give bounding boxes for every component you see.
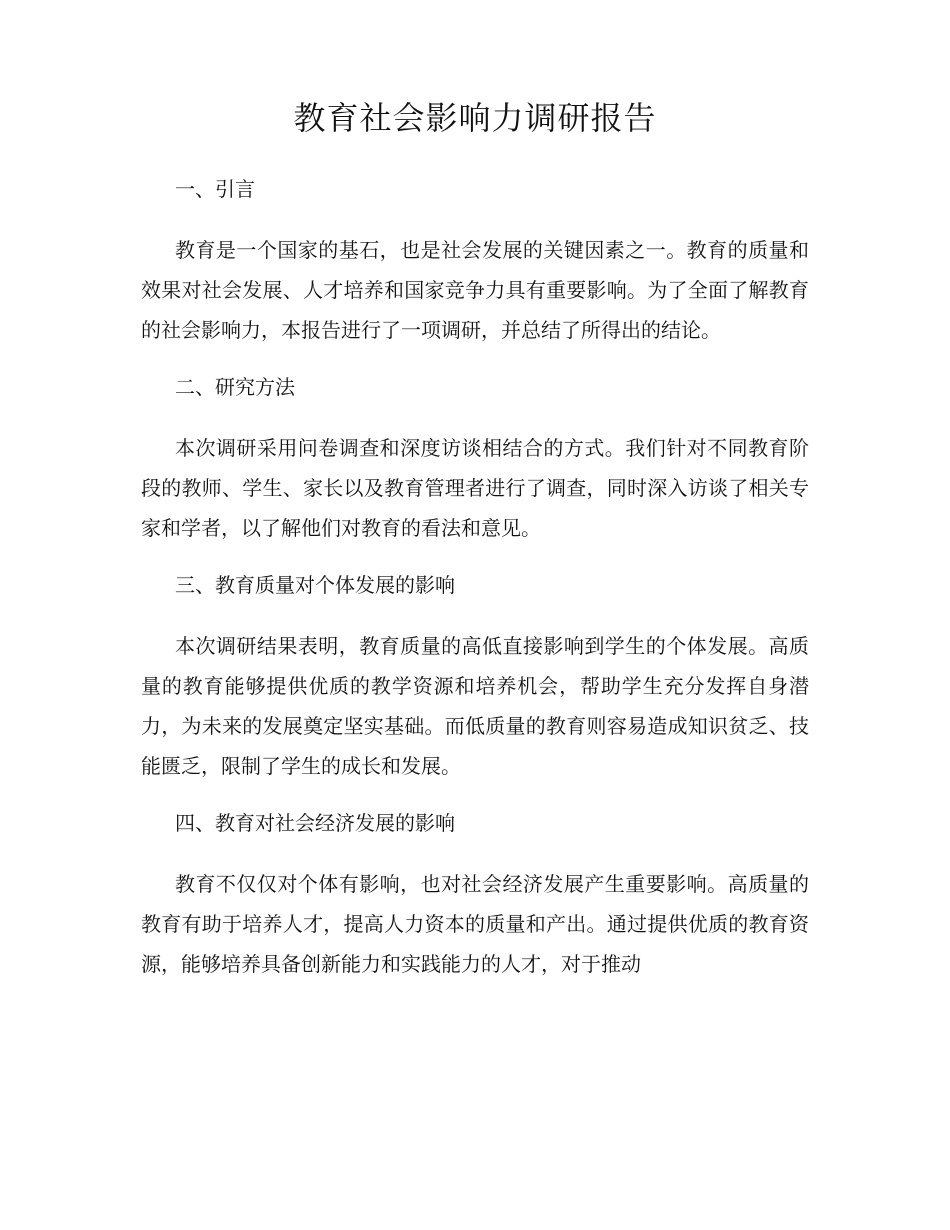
section-paragraph-economic-impact: 教育不仅仅对个体有影响，也对社会经济发展产生重要影响。高质量的教育有助于培养人才，提高人力资本的质量和产出。通过提供优质的教育资源，能够培养具备创新能力和实践能力的人才，对于推动: [141, 872, 809, 976]
section-heading-individual-impact: 三、教育质量对个体发展的影响: [175, 573, 455, 597]
document-title: 教育社会影响力调研报告: [293, 99, 657, 137]
document-body: [141, 172, 809, 1004]
section-paragraph-introduction: 教育是一个国家的基石，也是社会发展的关键因素之一。教育的质量和效果对社会发展、人才培养和国家竞争力具有重要影响。为了全面了解教育的社会影响力，本报告进行了一项调研，并总结了所得出的结论。: [141, 238, 809, 342]
section-heading-economic-impact: 四、教育对社会经济发展的影响: [175, 811, 455, 835]
section-paragraph-methods: 本次调研采用问卷调查和深度访谈相结合的方式。我们针对不同教育阶段的教师、学生、家长以及教育管理者进行了调查，同时深入访谈了相关专家和学者，以了解他们对教育的看法和意见。: [141, 436, 809, 540]
section-paragraph-individual-impact: 本次调研结果表明，教育质量的高低直接影响到学生的个体发展。高质量的教育能够提供优质的教学资源和培养机会，帮助学生充分发挥自身潜力，为未来的发展奠定坚实基础。而低质量的教育则容易造成知识贫乏、技能匮乏，限制了学生的成长和发展。: [141, 634, 809, 778]
section-heading-introduction: 一、引言: [175, 177, 255, 201]
section-heading-methods: 二、研究方法: [175, 375, 295, 399]
